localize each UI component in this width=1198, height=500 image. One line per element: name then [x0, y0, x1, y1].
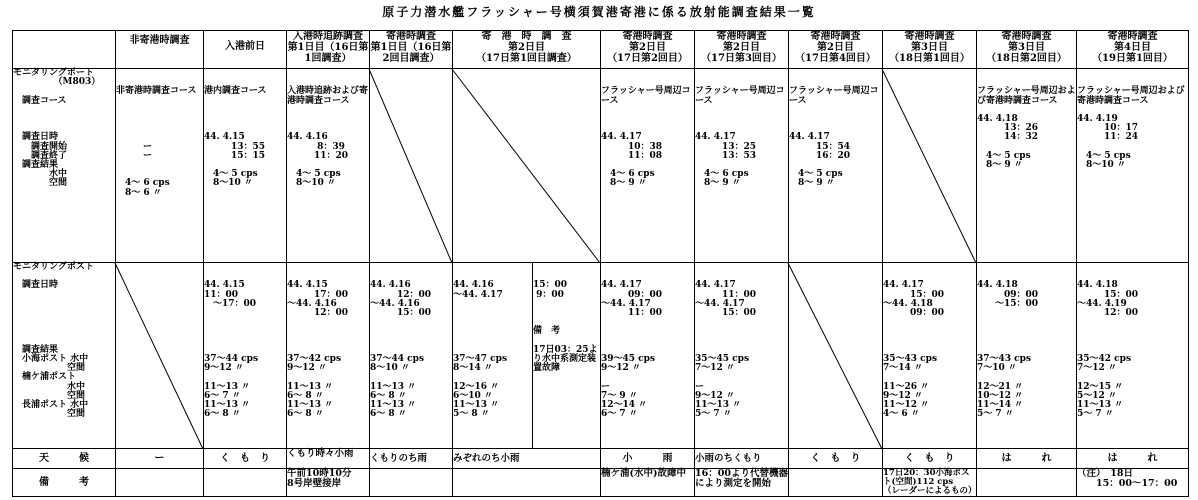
weather-cell: く も り: [789, 449, 883, 469]
header-cell: 寄 港 時 調 査 第2日目 （17日第1回目調査）: [453, 31, 601, 69]
section-label-post: モニタリングポスト 調査日時 調査結果 小海ポスト 水中 空間 楠ケ浦ポスト 水中 空間 長浦ポスト 水中 空間: [13, 263, 116, 449]
remarks-cell: [204, 469, 287, 497]
remarks-label: 備 考: [13, 469, 116, 497]
empty-cell-diagonal: [116, 263, 204, 449]
cell: フラッシャー号周辺コース 44. 4.17 13：25 13：53 4〜 6 cps 8〜 9 〃: [695, 69, 789, 263]
cell: 44. 4.15 11：00 〜17：00 37〜44 cps 9〜12 〃 11〜13 〃 6〜 7 〃 11〜13 〃 6〜 8 〃: [204, 263, 287, 449]
remarks-cell: 16：00より代替機器により測定を開始: [695, 469, 789, 497]
cell: フラッシャー号周辺および寄港時調査コース 44. 4.18 13：26 14：32 4〜 5 cps 8〜 9 〃: [977, 69, 1077, 263]
monitoring-post-row: [13, 263, 1189, 449]
cell: 44. 4.18 09：00 〜15：00 37〜43 cps 7〜10 〃 12〜21 〃 10〜12 〃 11〜14 〃 5〜 7 〃: [977, 263, 1077, 449]
header-row: [13, 31, 1189, 69]
section-label-boat: モニタリングボート （M803） 調査コース 調査日時 調査開始 調査終了 調査結果 水中 空間: [13, 69, 116, 263]
weather-cell: は れ: [977, 449, 1077, 469]
header-cell: 寄港時調査 第3日目 （18日第1回目）: [883, 31, 977, 69]
header-corner: [13, 31, 116, 69]
cell: フラッシャー号周辺コース 44. 4.17 15：54 16：20 4〜 5 cps 8〜 9 〃: [789, 69, 883, 263]
cell: 44. 4.16 〜44. 4.17 37〜47 cps 8〜14 〃 12〜16 〃 6〜10 〃 11〜13 〃 5〜 8 〃: [453, 263, 533, 449]
remarks-cell: [977, 469, 1077, 497]
results-table: [12, 30, 1189, 497]
weather-cell: く も り: [204, 449, 287, 469]
empty-cell-diagonal: [453, 69, 601, 263]
header-cell: 寄港時調査 第2日目 （17日第3回目）: [695, 31, 789, 69]
remarks-cell: 17日20：30小海ポスト(空間)112 cps （レーダーによるもの）: [883, 468, 977, 496]
cell: 44. 4.17 09：00 〜44. 4.17 11：00 39〜45 cps 9〜12 〃 ー 7〜 9 〃 12〜14 〃 6〜 7 〃: [601, 263, 695, 449]
weather-row: [13, 449, 1189, 469]
remarks-cell: 楠ケ浦(水中)故障中: [601, 469, 695, 497]
remarks-cell: [453, 469, 601, 497]
remarks-cell: 午前10時10分 8号岸壁接岸: [287, 469, 370, 497]
header-cell: 入港時追跡調査 第1日目（16日第1回調査）: [287, 31, 370, 69]
cell: 入港時追跡および寄港時調査コース 44. 4.16 8：39 11：20 4〜 5 cps 8〜10 〃: [287, 69, 370, 263]
header-cell: 寄港時調査 第4日目 （19日第1回目）: [1077, 31, 1189, 69]
weather-cell: く も り: [883, 449, 977, 469]
cell: フラッシャー号周辺および寄港時調査コース 44. 4.19 10：17 11：24 4〜 5 cps 8〜10 〃: [1077, 69, 1189, 263]
remarks-cell: [370, 469, 453, 497]
header-cell: 寄港時調査 第2日目 （17日第2回目）: [601, 31, 695, 69]
cell: 44. 4.17 15：00 〜44. 4.18 09：00 35〜43 cps 7〜14 〃 11〜26 〃 9〜12 〃 11〜12 〃 4〜 6 〃: [883, 263, 977, 449]
weather-label: 天 候: [13, 449, 116, 469]
header-cell: 入港前日: [204, 31, 287, 69]
cell: 港内調査コース 44. 4.15 13：55 15：15 4〜 5 cps 8〜10 〃: [204, 69, 287, 263]
header-cell: 非寄港時調査: [116, 31, 204, 69]
remarks-cell: [789, 469, 883, 497]
weather-cell: ー: [116, 449, 204, 469]
empty-cell-diagonal: [789, 263, 883, 449]
header-cell: 寄港時調査 第3日目 （18日第2回目）: [977, 31, 1077, 69]
weather-cell: 小雨のちくもり: [695, 449, 789, 469]
weather-cell: くもり時々小雨: [287, 449, 370, 469]
page-title: 原子力潜水艦フラッシャー号横須賀港寄港に係る放射能調査結果一覧: [382, 5, 816, 19]
header-cell: 寄港時調査 第2日目 （17日第4回目）: [789, 31, 883, 69]
remarks-cell: （注） 18日 15：00〜17：00: [1077, 469, 1189, 497]
weather-cell: くもりのち雨: [370, 449, 453, 469]
cell: 非寄港時調査コース ー ー 4〜 6 cps 8〜 6 〃: [116, 69, 204, 263]
monitoring-boat-row: [13, 69, 1189, 263]
empty-cell-diagonal: [883, 69, 977, 263]
cell: 44. 4.16 12：00 〜44. 4.16 15：00 37〜44 cps 8〜10 〃 11〜13 〃 6〜 8 〃 11〜13 〃 6〜 8 〃: [370, 263, 453, 449]
weather-cell: 小 雨: [601, 449, 695, 469]
empty-cell-diagonal: [370, 69, 453, 263]
weather-cell: みぞれのち小雨: [453, 449, 601, 469]
results-table-sheet: [12, 30, 1188, 494]
weather-cell: は れ: [1077, 449, 1189, 469]
header-cell: 寄港時調査 第1日目（16日第2回目調査）: [370, 31, 453, 69]
cell-remark: 15：00 9：00 備 考 17日03：25より水中系測定装置故障: [533, 263, 601, 449]
cell: 44. 4.15 17：00 〜44. 4.16 12：00 37〜42 cps 9〜12 〃 11〜13 〃 6〜 8 〃 11〜13 〃 6〜 8 〃: [287, 263, 370, 449]
cell: フラッシャー号周辺コース 44. 4.17 10：38 11：08 4〜 6 cps 8〜 9 〃: [601, 69, 695, 263]
cell: 44. 4.17 11：00 〜44. 4.17 15：00 35〜45 cps 7〜12 〃 ー 9〜12 〃 11〜13 〃 5〜 7 〃: [695, 263, 789, 449]
remarks-row: [13, 469, 1189, 497]
cell: 44. 4.18 15：00 〜44. 4.19 12：00 35〜42 cps 7〜12 〃 12〜15 〃 5〜12 〃 11〜13 〃 5〜 7 〃: [1077, 263, 1189, 449]
remarks-cell: [116, 469, 204, 497]
